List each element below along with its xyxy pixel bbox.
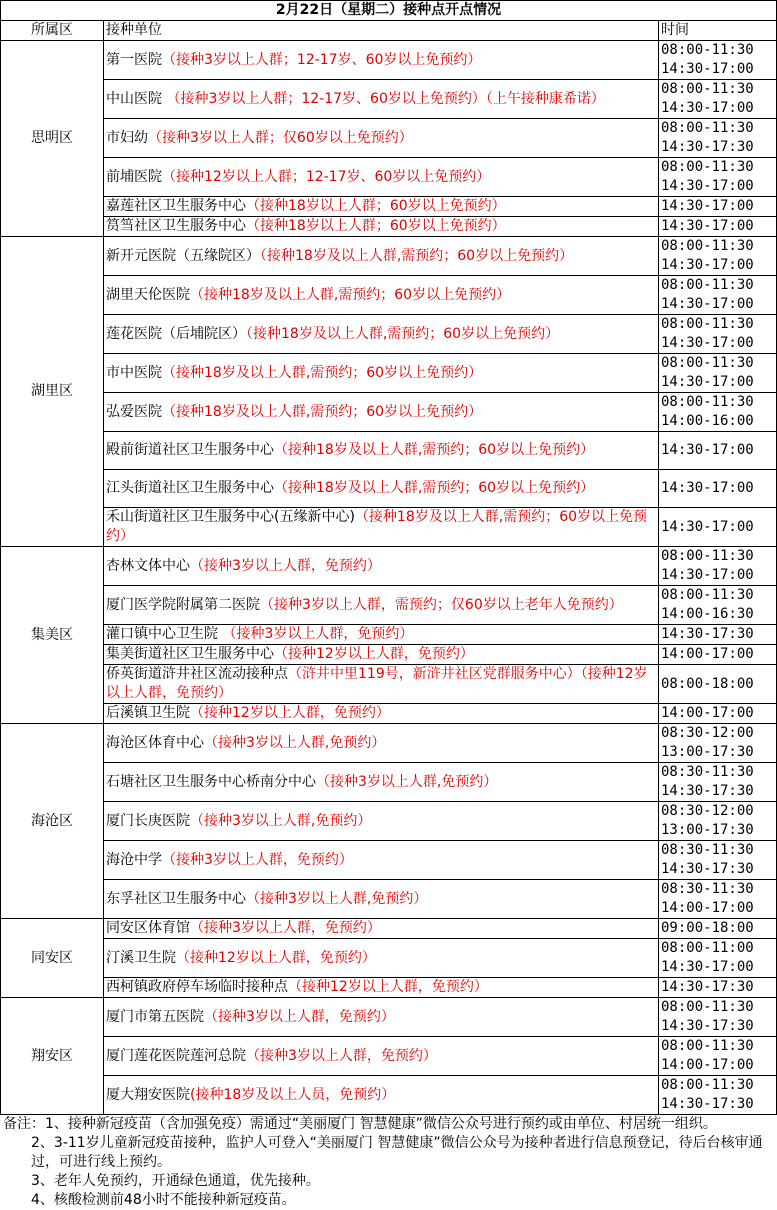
site-eligibility-note: （接种18岁及以上人群,需预约；60岁以上免预约） xyxy=(274,442,595,458)
time-cell xyxy=(659,939,777,978)
site-name: 海沧中学 xyxy=(106,851,162,868)
site-name: 同安区体育馆 xyxy=(106,920,190,936)
remark-4: 4、核酸检测前48小时不能接种新冠疫苗。 xyxy=(31,1192,296,1208)
site-name: 西柯镇政府停车场临时接种点 xyxy=(106,979,288,995)
time-cell xyxy=(659,158,777,197)
table-row xyxy=(1,704,777,724)
table-row xyxy=(1,470,777,508)
table-row xyxy=(1,197,777,217)
site-cell xyxy=(104,217,659,237)
time-slot: 14:30-17:00 xyxy=(661,959,754,975)
table-row xyxy=(1,1037,777,1076)
time-slot: 08:30-11:30 xyxy=(661,842,754,858)
site-cell xyxy=(104,119,659,158)
district-cell: 翔安区 xyxy=(1,998,104,1115)
site-eligibility-note: （接种3岁以上人群,免预约） xyxy=(190,812,372,829)
site-cell xyxy=(104,978,659,998)
time-cell xyxy=(659,119,777,158)
time-slot: 08:30-11:30 xyxy=(661,764,754,780)
time-slot: 14:30-17:00 xyxy=(661,335,754,351)
district-cell: 海沧区 xyxy=(1,724,104,919)
site-cell xyxy=(104,1076,659,1115)
table-row xyxy=(1,354,777,393)
time-cell xyxy=(659,625,777,645)
time-slot: 14:00-17:00 xyxy=(661,1057,754,1073)
table-row xyxy=(1,276,777,315)
time-slot: 14:30-17:00 xyxy=(661,100,754,116)
site-cell xyxy=(104,432,659,470)
site-eligibility-note: （接种3岁以上人群,免预约） xyxy=(316,773,498,790)
time-slot: 14:00-16:00 xyxy=(661,413,754,429)
remark-2: 2、3-11岁儿童新冠疫苗接种，监护人可登入“美丽厦门 智慧健康”微信公众号为接种者进行信息预登记，待后台核审通过，可进行线上预约。 xyxy=(31,1135,763,1170)
site-name: 第一医院 xyxy=(106,51,162,68)
table-body xyxy=(1,41,777,1115)
site-eligibility-note: （接种3岁以上人群；仅60岁以上免预约） xyxy=(148,129,413,146)
site-name: 厦大翔安医院 xyxy=(106,1086,190,1103)
site-eligibility-note: （接种3岁以上人群,免预约） xyxy=(246,890,428,907)
site-name: 汀溪卫生院 xyxy=(106,949,176,966)
site-name: 江头街道社区卫生服务中心 xyxy=(106,480,274,496)
site-cell xyxy=(104,354,659,393)
time-cell xyxy=(659,276,777,315)
time-cell xyxy=(659,880,777,919)
site-name: 东孚社区卫生服务中心 xyxy=(106,890,246,907)
time-cell xyxy=(659,197,777,217)
site-name: 海沧区体育中心 xyxy=(106,734,204,751)
time-cell xyxy=(659,80,777,119)
time-cell xyxy=(659,354,777,393)
time-slot: 14:00-17:00 xyxy=(661,705,754,721)
site-cell xyxy=(104,724,659,763)
site-cell xyxy=(104,802,659,841)
site-name: 市妇幼 xyxy=(106,129,148,146)
site-eligibility-note: （接种18岁及以上人群,需预约；60岁以上免预约） xyxy=(106,509,648,544)
site-cell xyxy=(104,586,659,625)
table-row xyxy=(1,841,777,880)
site-name: 厦门医学院附属第二医院 xyxy=(106,596,260,613)
header-district: 所属区 xyxy=(1,21,104,41)
time-cell xyxy=(659,998,777,1037)
table-row xyxy=(1,119,777,158)
site-eligibility-note: （接种12岁以上人群，免预约） xyxy=(190,705,390,721)
site-eligibility-note: （接种18岁及以上人群,需预约；60岁以上免预约） xyxy=(162,403,483,420)
site-name: 市中医院 xyxy=(106,364,162,381)
time-cell xyxy=(659,763,777,802)
site-eligibility-note: （接种18岁及以上人群,需预约；60岁以上免预约） xyxy=(162,364,483,381)
site-eligibility-note: （接种3岁以上人群；12-17岁、60岁以上免预约）（上午接种康希诺） xyxy=(166,90,605,107)
time-cell xyxy=(659,547,777,586)
time-slot: 08:00-11:30 xyxy=(661,548,754,564)
time-cell xyxy=(659,704,777,724)
site-eligibility-note: （接种3岁以上人群，需预约；仅60岁以上老年人免预约） xyxy=(260,596,623,613)
time-slot: 14:00-16:30 xyxy=(661,606,754,622)
site-eligibility-note: （接种18岁及以上人群,需预约；60岁以上免预约） xyxy=(274,480,595,496)
time-slot: 14:30-17:00 xyxy=(661,518,754,535)
site-eligibility-note: （接种18岁及以上人群,需预约；60岁以上免预约） xyxy=(246,325,560,342)
site-cell xyxy=(104,919,659,939)
time-slot: 14:00-17:00 xyxy=(661,646,754,662)
site-name: 新开元医院（五缘院区） xyxy=(106,247,260,264)
table-row xyxy=(1,939,777,978)
site-cell xyxy=(104,470,659,508)
site-cell xyxy=(104,315,659,354)
time-slot: 14:30-17:00 xyxy=(661,480,754,496)
time-slot: 08:00-11:30 xyxy=(661,159,754,175)
time-cell xyxy=(659,919,777,939)
site-name: 湖里天伦医院 xyxy=(106,286,190,303)
table-row xyxy=(1,217,777,237)
header-time: 时间 xyxy=(659,21,777,41)
site-name: 禾山街道社区卫生服务中心(五缘新中心) xyxy=(106,509,355,525)
site-name: 前埔医院 xyxy=(106,168,162,185)
site-cell xyxy=(104,80,659,119)
time-slot: 08:00-11:30 xyxy=(661,316,754,332)
site-eligibility-note: （接种18岁以上人群；60岁以上免预约） xyxy=(246,198,506,214)
time-cell xyxy=(659,237,777,276)
table-row xyxy=(1,645,777,665)
table-row xyxy=(1,508,777,547)
table-row xyxy=(1,80,777,119)
table-row xyxy=(1,547,777,586)
site-name: 莲花医院（后埔院区） xyxy=(106,325,246,342)
site-name: 嘉莲社区卫生服务中心 xyxy=(106,198,246,214)
table-row xyxy=(1,41,777,80)
time-slot: 08:00-11:30 xyxy=(661,238,754,254)
site-eligibility-note: （接种12岁以上人群；12-17岁、60岁以上免预约） xyxy=(162,168,491,185)
site-cell xyxy=(104,665,659,704)
table-row xyxy=(1,315,777,354)
time-slot: 14:30-17:30 xyxy=(661,783,754,799)
site-eligibility-note: （接种3岁以上人群,免预约） xyxy=(204,734,386,751)
site-cell xyxy=(104,41,659,80)
time-cell xyxy=(659,978,777,998)
time-slot: 13:00-17:30 xyxy=(661,822,754,838)
site-name: 灌口镇中心卫生院 xyxy=(106,626,223,642)
time-slot: 13:00-17:30 xyxy=(661,744,754,760)
site-eligibility-note: （接种12岁以上人群，免预约） xyxy=(176,949,376,966)
site-name: 厦门长庚医院 xyxy=(106,812,190,829)
site-name: 集美街道社区卫生服务中心 xyxy=(106,646,274,662)
time-slot: 08:00-11:30 xyxy=(661,394,754,410)
time-slot: 14:30-17:00 xyxy=(661,178,754,194)
time-slot: 14:30-17:30 xyxy=(661,626,754,642)
site-cell xyxy=(104,508,659,547)
site-name: 弘爱医院 xyxy=(106,403,162,420)
time-slot: 14:30-17:30 xyxy=(661,861,754,877)
time-slot: 08:30-11:30 xyxy=(661,881,754,897)
site-name: 厦门市第五医院 xyxy=(106,1008,204,1025)
time-slot: 14:00-17:00 xyxy=(661,900,754,916)
district-cell: 集美区 xyxy=(1,547,104,724)
site-cell xyxy=(104,998,659,1037)
table-row xyxy=(1,802,777,841)
time-slot: 14:30-17:00 xyxy=(661,198,754,214)
site-cell xyxy=(104,625,659,645)
table-row xyxy=(1,625,777,645)
time-cell xyxy=(659,802,777,841)
table-row xyxy=(1,724,777,763)
site-cell xyxy=(104,880,659,919)
time-slot: 14:30-17:00 xyxy=(661,442,754,458)
time-cell xyxy=(659,586,777,625)
time-slot: 14:30-17:00 xyxy=(661,374,754,390)
site-name: 殿前街道社区卫生服务中心 xyxy=(106,442,274,458)
time-slot: 08:00-11:30 xyxy=(661,355,754,371)
time-slot: 08:30-12:00 xyxy=(661,725,754,741)
time-slot: 08:00-11:30 xyxy=(661,42,754,58)
site-eligibility-note: (接种18岁及以上人员，免预约） xyxy=(190,1086,396,1103)
table-row xyxy=(1,158,777,197)
site-eligibility-note: （接种3岁以上人群，免预约） xyxy=(246,1047,437,1064)
site-eligibility-note: （接种18岁以上人群；60岁以上免预约） xyxy=(246,218,506,234)
remark-3: 3、老年人免预约，开通绿色通道，优先接种。 xyxy=(31,1173,320,1189)
time-slot: 08:00-11:00 xyxy=(661,940,754,956)
site-cell xyxy=(104,393,659,432)
time-cell xyxy=(659,41,777,80)
site-eligibility-note: （接种18岁及以上人群,需预约；60岁以上免预约） xyxy=(190,286,511,303)
site-eligibility-note: （接种12岁以上人群，免预约） xyxy=(274,646,474,662)
table-row xyxy=(1,586,777,625)
time-slot: 08:00-11:30 xyxy=(661,1038,754,1054)
time-cell xyxy=(659,724,777,763)
site-eligibility-note: （浒井中里119号，新浒井社区党群服务中心）（接种12岁以上人群，免预约） xyxy=(106,666,648,701)
time-slot: 09:00-18:00 xyxy=(661,920,754,936)
time-slot: 08:00-11:30 xyxy=(661,81,754,97)
time-slot: 14:30-17:30 xyxy=(661,139,754,155)
time-cell xyxy=(659,393,777,432)
site-cell xyxy=(104,1037,659,1076)
sheet-title: 2月22日（星期二）接种点开点情况 xyxy=(1,1,777,21)
site-eligibility-note: （接种18岁及以上人群,需预约；60岁以上免预约） xyxy=(260,247,574,264)
time-cell xyxy=(659,645,777,665)
time-slot: 14:30-17:00 xyxy=(661,296,754,312)
time-slot: 08:00-11:30 xyxy=(661,587,754,603)
site-cell xyxy=(104,763,659,802)
site-cell xyxy=(104,158,659,197)
remarks xyxy=(0,1115,776,1210)
table-row xyxy=(1,978,777,998)
site-cell xyxy=(104,841,659,880)
district-cell: 湖里区 xyxy=(1,237,104,547)
time-cell xyxy=(659,841,777,880)
table-row xyxy=(1,432,777,470)
site-name: 中山医院 xyxy=(106,90,167,107)
site-eligibility-note: （接种3岁以上人群，免预约） xyxy=(162,851,353,868)
time-slot: 08:30-12:00 xyxy=(661,803,754,819)
site-name: 石塘社区卫生服务中心桥南分中心 xyxy=(106,773,316,790)
site-cell xyxy=(104,939,659,978)
table-row xyxy=(1,393,777,432)
site-cell xyxy=(104,237,659,276)
site-eligibility-note: （接种12岁以上人群，免预约） xyxy=(288,979,488,995)
time-cell xyxy=(659,1076,777,1115)
table-row xyxy=(1,237,777,276)
table-row xyxy=(1,665,777,704)
table-row xyxy=(1,763,777,802)
time-slot: 14:30-17:30 xyxy=(661,979,754,995)
site-eligibility-note: （接种3岁以上人群；12-17岁、60岁以上免预约） xyxy=(162,51,482,68)
site-name: 筼筜社区卫生服务中心 xyxy=(106,218,246,234)
table-row xyxy=(1,880,777,919)
time-slot: 14:30-17:30 xyxy=(661,1018,754,1034)
time-slot: 08:00-11:30 xyxy=(661,1077,754,1093)
time-slot: 14:30-17:00 xyxy=(661,61,754,77)
time-cell xyxy=(659,315,777,354)
time-slot: 08:00-11:30 xyxy=(661,120,754,136)
time-slot: 08:00-18:00 xyxy=(661,675,754,692)
time-slot: 14:30-17:30 xyxy=(661,1096,754,1112)
site-cell xyxy=(104,276,659,315)
site-eligibility-note: （接种3岁以上人群，免预约） xyxy=(222,626,414,642)
time-cell xyxy=(659,508,777,547)
site-eligibility-note: （接种3岁以上人群，免预约） xyxy=(190,920,381,936)
site-eligibility-note: （接种3岁以上人群，免预约） xyxy=(204,1008,395,1025)
site-eligibility-note: （接种3岁以上人群，免预约） xyxy=(190,557,381,574)
time-cell xyxy=(659,217,777,237)
remark-1: 备注：1、接种新冠疫苗（含加强免疫）需通过“美丽厦门 智慧健康”微信公众号进行预约或由单位、村居统一组织。 xyxy=(3,1116,717,1132)
site-name: 后溪镇卫生院 xyxy=(106,705,190,721)
time-cell xyxy=(659,470,777,508)
time-cell xyxy=(659,665,777,704)
time-slot: 08:00-11:30 xyxy=(661,277,754,293)
table-row xyxy=(1,998,777,1037)
site-cell xyxy=(104,645,659,665)
time-cell xyxy=(659,432,777,470)
table-row xyxy=(1,1076,777,1115)
district-cell: 同安区 xyxy=(1,919,104,998)
site-name: 厦门莲花医院莲河总院 xyxy=(106,1047,246,1064)
site-cell xyxy=(104,197,659,217)
time-slot: 14:30-17:00 xyxy=(661,218,754,234)
site-name: 侨英街道浒井社区流动接种点 xyxy=(106,666,288,682)
time-slot: 08:00-11:30 xyxy=(661,999,754,1015)
time-slot: 14:30-17:00 xyxy=(661,567,754,583)
time-cell xyxy=(659,1037,777,1076)
site-cell xyxy=(104,547,659,586)
site-name: 杏林文体中心 xyxy=(106,557,190,574)
table-row xyxy=(1,919,777,939)
district-cell: 思明区 xyxy=(1,41,104,237)
site-cell xyxy=(104,704,659,724)
header-unit: 接种单位 xyxy=(104,21,659,41)
time-slot: 14:30-17:00 xyxy=(661,257,754,273)
